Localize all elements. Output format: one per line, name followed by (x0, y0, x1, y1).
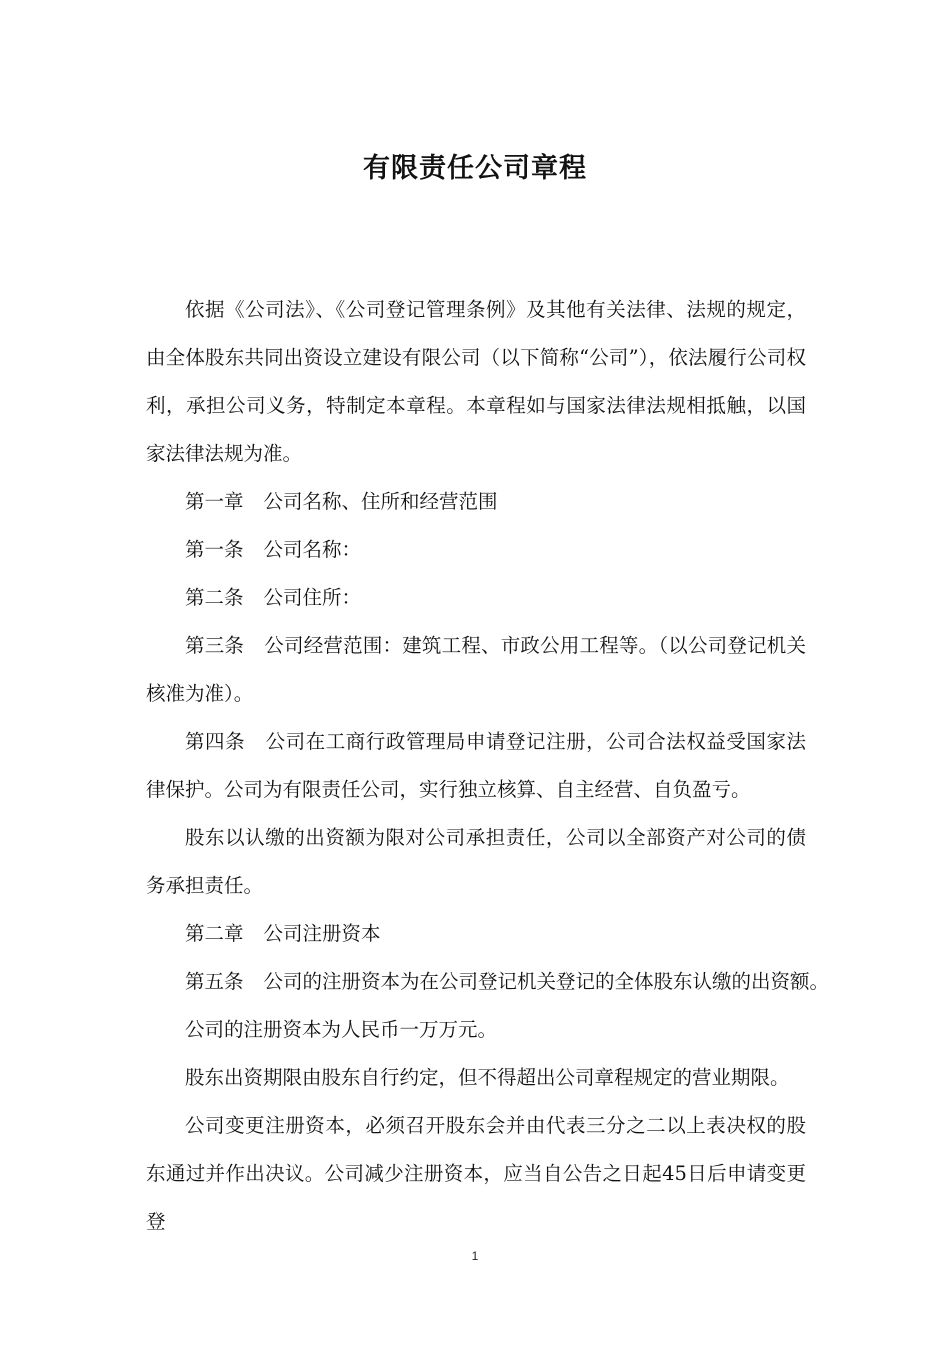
document-body (146, 286, 830, 1246)
page-number: 1 (471, 1249, 479, 1263)
article-text: 公司在工商行政管理局申请登记注册，公司合法权益受国家法律保护。公司为有限责任公司，实行独立核算、自主经营、自负盈亏。 (146, 730, 806, 801)
body-paragraph: 股东以认缴的出资额为限对公司承担责任，公司以全部资产对公司的债务承担责任。 (146, 826, 806, 897)
chapter-label: 第二章 (185, 922, 244, 945)
body-paragraph: 股东出资期限由股东自行约定，但不得超出公司章程规定的营业期限。 (185, 1066, 790, 1089)
article (146, 718, 806, 814)
chapter-title: 公司注册资本 (263, 922, 381, 945)
article-text: 公司名称： (263, 538, 362, 561)
article-label: 第二条 (185, 586, 244, 609)
body-paragraph: 公司变更注册资本，必须召开股东会并由代表三分之二以上表决权的股东通过并作出决议。公司减少注册资本，应当自公告之日起45日后申请变更登 (146, 1114, 806, 1233)
body-paragraph: 公司的注册资本为人民币一万万元。 (185, 1018, 498, 1041)
article-text: 公司的注册资本为在公司登记机关登记的全体股东认缴的出资额。 (263, 970, 830, 993)
article-label: 第三条 (185, 634, 245, 657)
document-title: 有限责任公司章程 (363, 153, 587, 184)
preamble-paragraph: 依据《公司法》、《公司登记管理条例》及其他有关法律、法规的规定，由全体股东共同出资设立建设有限公司（以下简称“公司”），依法履行公司权利，承担公司义务，特制定本章程。本章程如与国家法律法规相抵触，以国家法律法规为准。 (146, 298, 806, 465)
article-label: 第四条 (185, 730, 246, 753)
chapter-heading (146, 478, 806, 526)
chapter-heading (146, 910, 806, 958)
article-text: 公司经营范围：建筑工程、市政公用工程等。（以公司登记机关核准为准）。 (146, 634, 806, 705)
article (146, 958, 830, 1006)
article (146, 622, 806, 718)
chapter-label: 第一章 (185, 490, 244, 513)
article-label: 第五条 (185, 970, 244, 993)
chapter-title: 公司名称、住所和经营范围 (263, 490, 498, 513)
article (146, 574, 806, 622)
article-label: 第一条 (185, 538, 244, 561)
article (146, 526, 806, 574)
article-text: 公司住所： (263, 586, 362, 609)
